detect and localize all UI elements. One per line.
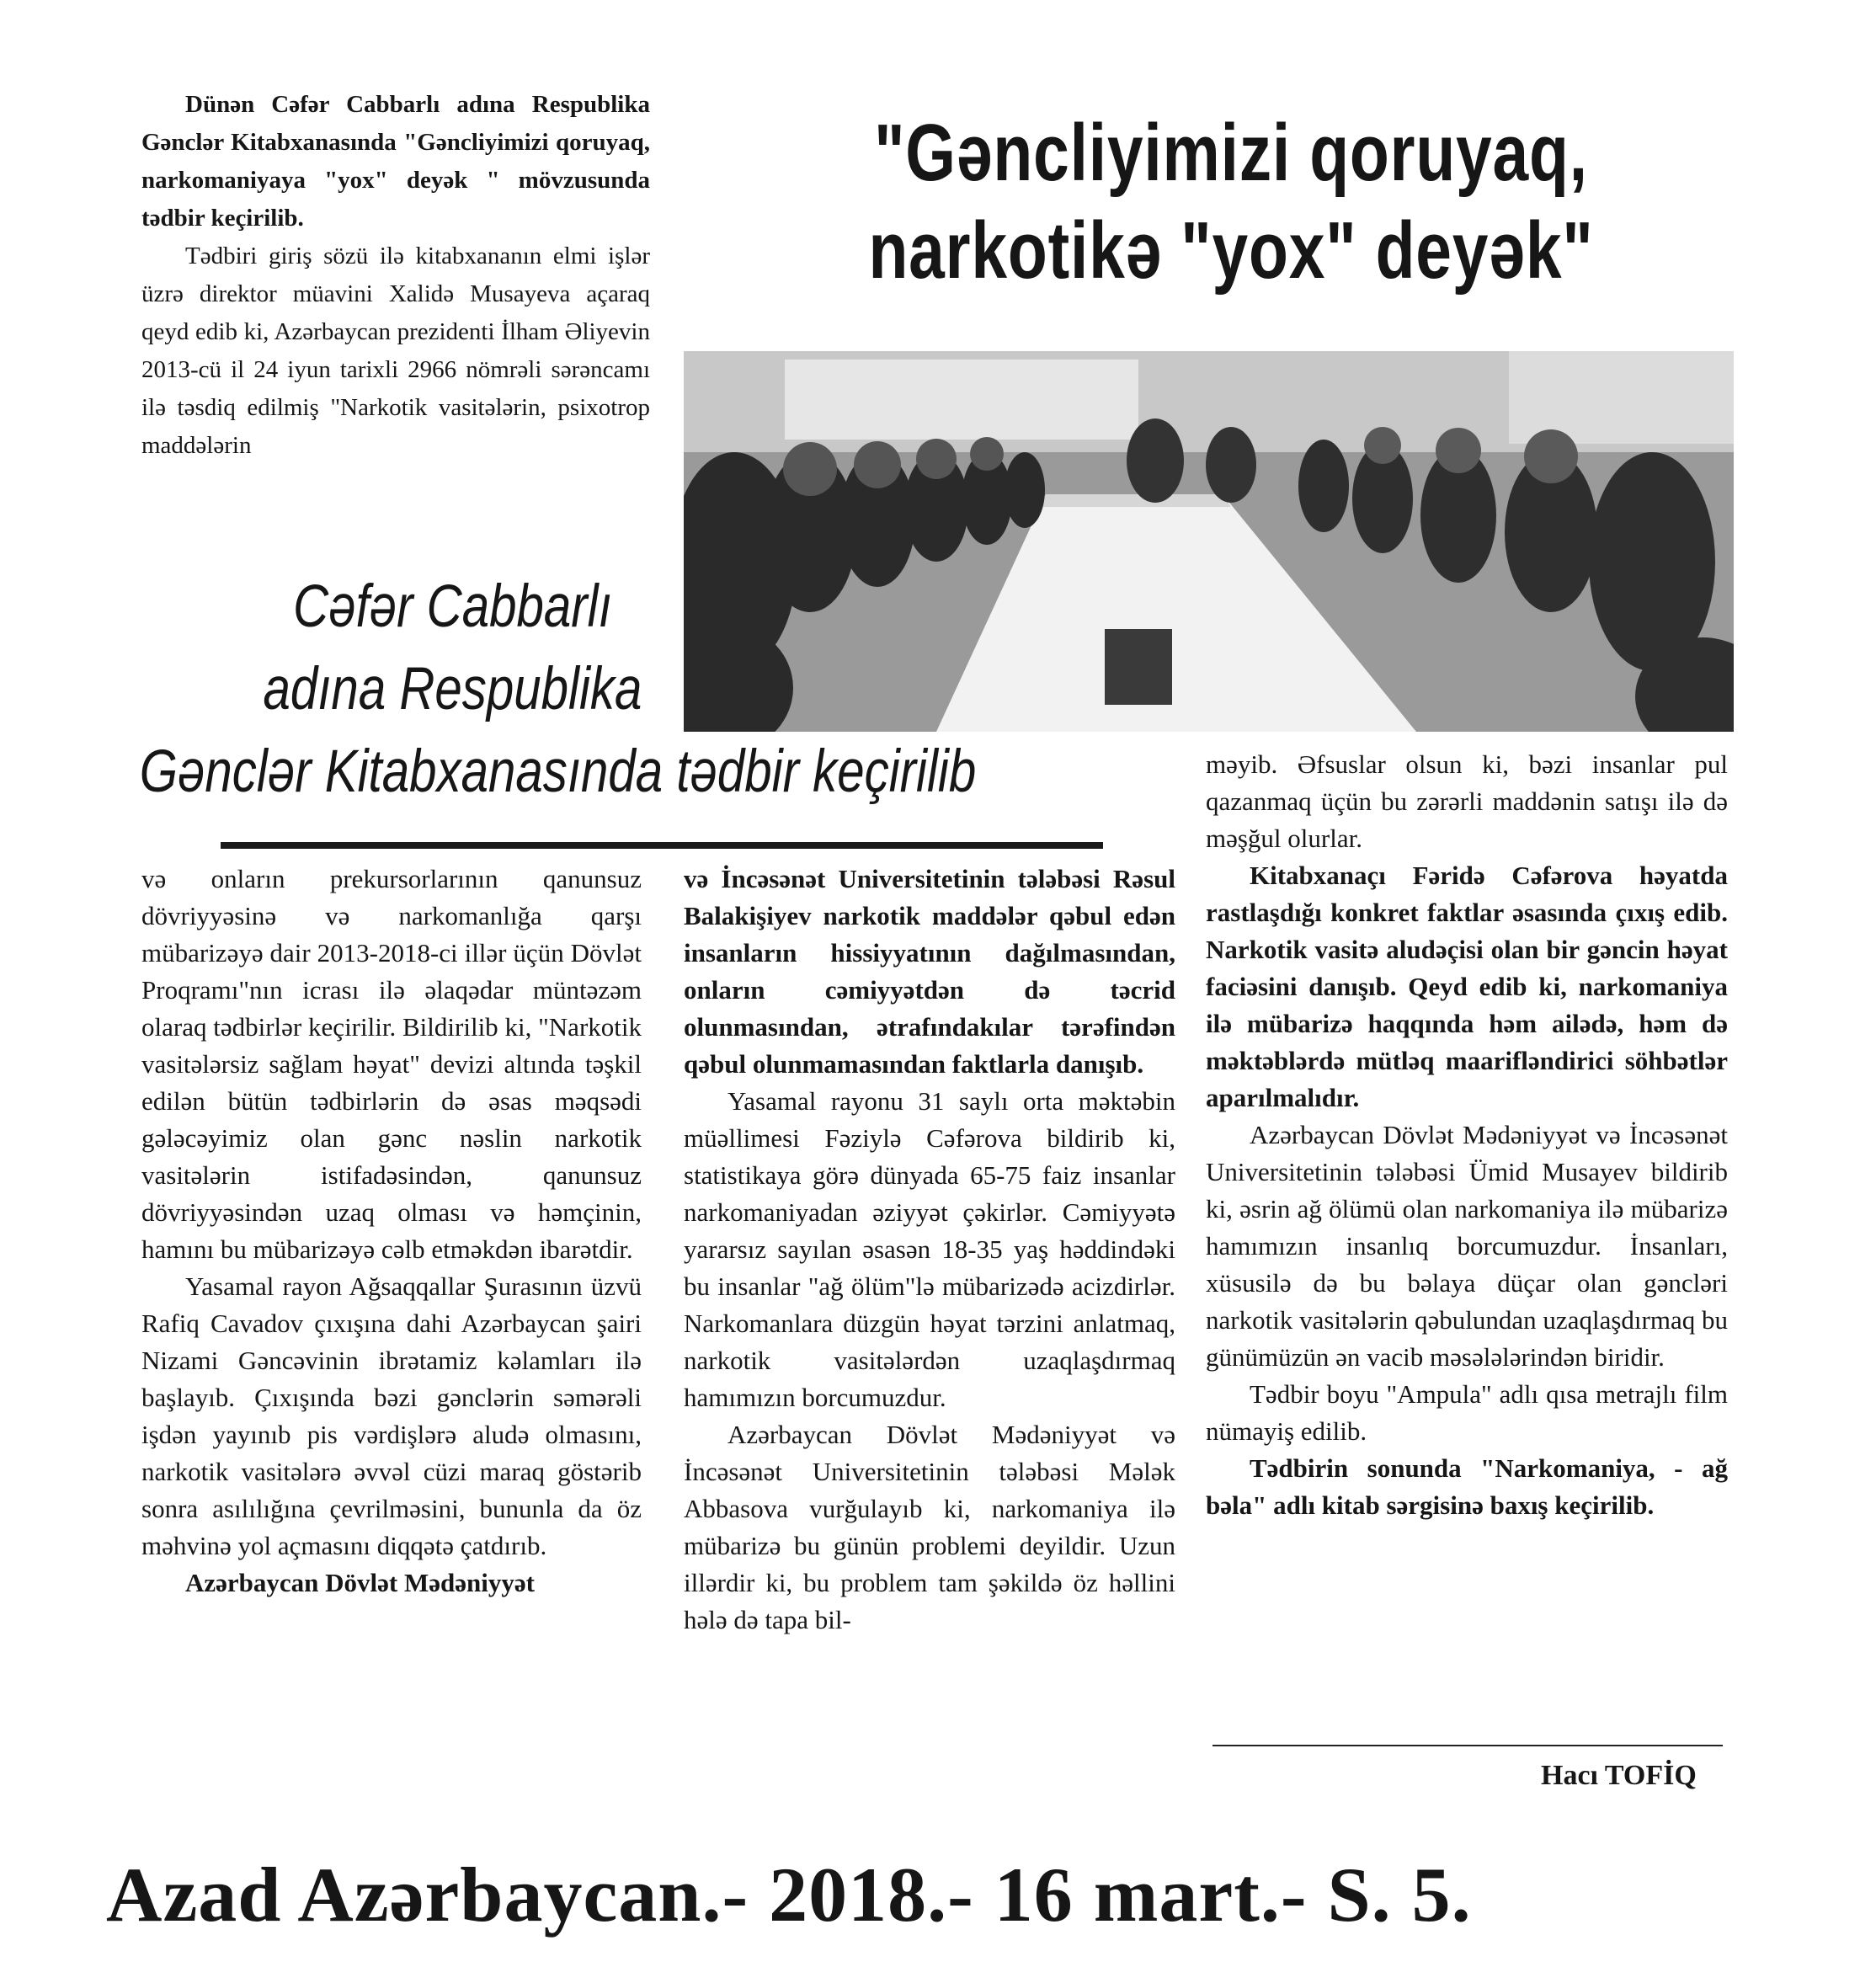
column-3-paragraph: Azərbaycan Dövlət Mədəniyyət və İncəsənət Universitetinin tələbəsi Ümid Musayev bildirib ki, əsrin ağ ölümü olan narkomaniya ilə mübarizə hamımızın insanlıq borcumuzdur. İnsanları, xüsusilə də bu bəlaya düçar olan gəncləri narkotik vasitələrin qəbulundan uzaqlaşdırmaq bu günümüzün ən vacib məsələlərindən biridir. — [1206, 1120, 1728, 1372]
column-1-paragraph: Yasamal rayon Ağsaqqallar Şurasının üzvü Rafiq Cavadov çıxışına dahi Azərbaycan şairi Nizami Gəncəvinin ibrətamiz kəlamları ilə başlayıb. Çıxışında bəzi gənclərin səmərəli işdən yayınıb pis vərdişlərə aludə olmasını, narkotik vasitələrə əvvəl cüzi maraq göstərib sonra asılılığına çevrilməsini, bununla da öz məhvinə yol açmasını diqqətə çatdırıb. — [141, 1271, 642, 1560]
article-subtitle — [126, 566, 989, 813]
column-3-paragraph: Tədbir boyu "Ampula" adlı qısa metrajlı film nümayiş edilib. — [1206, 1379, 1728, 1446]
column-3 — [1206, 746, 1728, 1524]
subtitle-line-3: Gənclər Kitabxanasında tədbir keçirilib — [139, 738, 977, 805]
headline-line-1: "Gəncliyimizi qoruyaq, — [874, 108, 1588, 198]
subtitle-divider — [221, 842, 1103, 849]
subtitle-line-1: Cəfər Cabbarlı — [293, 573, 612, 640]
column-1-paragraph: və onların prekursorlarının qanunsuz dövriyyəsinə və narkomanlığa qarşı mübarizəyə dair 2013-2018-ci illər üçün Dövlət Proqramı"nın icrası ilə əlaqədar müntəzəm olaraq tədbirlər keçirilir. Bildirilib ki, "Narkotik vasitələrsiz sağlam həyat" devizi altında təşkil edilən bütün tədbirlərin də əsas məqsədi gələcəyimiz olan gənc nəslin narkotik vasitələrin istifadəsindən, qanunsuz dövriyyəsindən uzaq olması və həmçinin, hamını bu mübarizəyə cəlb etməkdən ibarətdir. — [141, 864, 642, 1264]
column-2 — [684, 861, 1175, 1639]
column-3-paragraph-bold: Tədbirin sonunda "Narkomaniya, - ağ bəla" adlı kitab sərgisinə baxış keçirilib. — [1206, 1453, 1728, 1520]
lead-text — [141, 86, 650, 465]
headline-line-2: narkotikə "yox" deyək" — [868, 205, 1594, 296]
column-3-paragraph: məyib. Əfsuslar olsun ki, bəzi insanlar pul qazanmaq üçün bu zərərli maddənin satışı ilə də məşğul olurlar. — [1206, 749, 1728, 853]
column-1-paragraph-bold: Azərbaycan Dövlət Mədəniyyət — [185, 1568, 535, 1597]
subtitle-line-2: adına Respublika — [263, 656, 642, 722]
lead-paragraph: Tədbiri giriş sözü ilə kitabxananın elmi işlər üzrə direktor müavini Xalidə Musayeva açaraq qeyd edib ki, Azərbaycan prezidenti İlham Əliyevin 2013-cü il 24 iyun tarixli 2966 nömrəli sərəncamı ilə təsdiq edilmiş "Narkotik vasitələrin, psixotrop maddələrin — [141, 243, 650, 459]
lead-paragraph-bold: Dünən Cəfər Cabbarlı adına Respublika Gənclər Kitabxanasında "Gəncliyimizi qoruyaq, narkomaniyaya "yox" deyək " mövzusunda tədbir keçirilib. — [141, 91, 650, 232]
article-headline — [793, 104, 1669, 300]
column-3-paragraph-bold: Kitabxanaçı Fəridə Cəfərova həyatda rastlaşdığı konkret faktlar əsasında çıxış edib. Narkotik vasitə aludəçisi olan bir gəncin həyat faciəsini danışıb. Qeyd edib ki, narkomaniya ilə mübarizə haqqında həm ailədə, həm də məktəblərdə mütləq maarifləndirici söhbətlər aparılmalıdır. — [1206, 861, 1728, 1112]
source-citation: Azad Azərbaycan.- 2018.- 16 mart.- S. 5. — [106, 1852, 1472, 1938]
author-signature: Hacı TOFİQ — [1541, 1760, 1697, 1791]
column-2-paragraph-bold: və İncəsənət Universitetinin tələbəsi Rəsul Balakişiyev narkotik maddələr qəbul edən insanların hissiyyatının dağılmasından, onların cəmiyyətdən də təcrid olunmasından, ətrafındakılar tərəfindən qəbul olunmamasından faktlarla danışıb. — [684, 864, 1175, 1079]
signature-divider — [1212, 1745, 1723, 1746]
column-2-paragraph: Azərbaycan Dövlət Mədəniyyət və İncəsənət Universitetinin tələbəsi Mələk Abbasova vurğulayıb ki, narkomaniya ilə mübarizə bu günün problemi deyildir. Uzun illərdir ki, bu problem tam şəkildə öz həllini hələ də tapa bil- — [684, 1420, 1175, 1634]
column-2-paragraph: Yasamal rayonu 31 saylı orta məktəbin müəllimesi Fəziylə Cəfərova bildirib ki, statistikaya görə dünyada 65-75 faiz insanlar narkomaniyadan əziyyət çəkirlər. Cəmiyyətə yararsız sayılan əsasən 18-35 yaş həddindəki bu insanlar "ağ ölüm"lə mübarizədə acizdirlər. Narkomanlara düzgün həyat tərzini anlatmaq, narkotik vasitələrdən uzaqlaşdırmaq hamımızın borcumuzdur. — [684, 1086, 1175, 1412]
column-1 — [141, 861, 642, 1602]
